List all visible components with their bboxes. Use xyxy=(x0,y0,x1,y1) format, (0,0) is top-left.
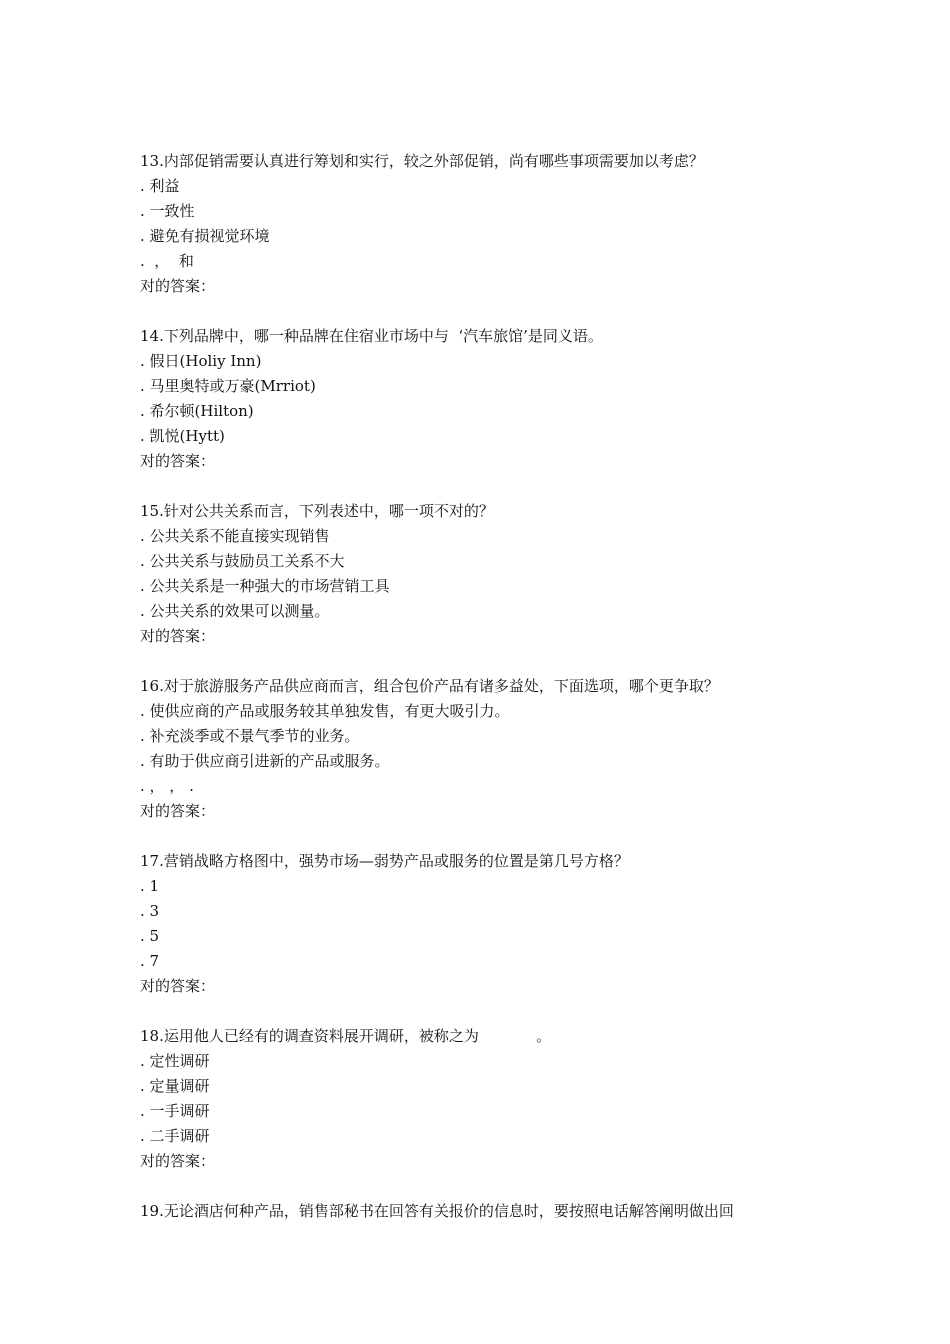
question-block xyxy=(140,499,840,649)
question-stem: 19.无论酒店何种产品，销售部秘书在回答有关报价的信息时，要按照电话解答阐明做出回 xyxy=(140,1202,734,1220)
option-a: . 公共关系不能直接实现销售 xyxy=(140,527,330,545)
spacer xyxy=(140,1174,840,1199)
spacer xyxy=(140,824,840,849)
option-d: . 二手调研 xyxy=(140,1127,210,1145)
option-b: . 公共关系与鼓励员工关系不大 xyxy=(140,552,345,570)
answer-label: 对的答案： xyxy=(140,977,216,995)
question-block xyxy=(140,849,840,999)
option-b: . 3 xyxy=(140,902,160,920)
question-block xyxy=(140,149,840,299)
question-stem: 18.运用他人已经有的调查资料展开调研，被称之为 。 xyxy=(140,1027,552,1045)
answer-label: 对的答案： xyxy=(140,1152,216,1170)
option-c: . 5 xyxy=(140,927,160,945)
option-d: . ， ， . xyxy=(140,777,194,795)
answer-label: 对的答案： xyxy=(140,452,216,470)
option-a: . 利益 xyxy=(140,177,180,195)
question-block xyxy=(140,324,840,474)
answer-label: 对的答案： xyxy=(140,802,216,820)
question-stem: 16.对于旅游服务产品供应商而言，组合包价产品有诸多益处，下面选项，哪个更争取？ xyxy=(140,677,719,695)
spacer xyxy=(140,299,840,324)
option-a: . 定性调研 xyxy=(140,1052,210,1070)
option-c: . 避免有损视觉环境 xyxy=(140,227,270,245)
option-a: . 假日(Holiy Inn) xyxy=(140,352,262,370)
question-stem: 15.针对公共关系而言，下列表述中，哪一项不对的？ xyxy=(140,502,494,520)
spacer xyxy=(140,999,840,1024)
option-b: . 定量调研 xyxy=(140,1077,210,1095)
answer-label: 对的答案： xyxy=(140,627,216,645)
option-c: . 有助于供应商引进新的产品或服务。 xyxy=(140,752,390,770)
option-d: . 凯悦(Hytt) xyxy=(140,427,225,445)
question-stem: 14.下列品牌中，哪一种品牌在住宿业市场中与 ‘汽车旅馆’是同义语。 xyxy=(140,327,603,345)
question-block xyxy=(140,674,840,824)
question-block xyxy=(140,1199,840,1224)
spacer xyxy=(140,649,840,674)
option-c: . 一手调研 xyxy=(140,1102,210,1120)
option-d: . 7 xyxy=(140,952,160,970)
option-c: . 公共关系是一种强大的市场营销工具 xyxy=(140,577,390,595)
option-a: . 使供应商的产品或服务较其单独发售，有更大吸引力。 xyxy=(140,702,510,720)
option-b: . 补充淡季或不景气季节的业务。 xyxy=(140,727,360,745)
question-block xyxy=(140,1024,840,1174)
option-b: . 马里奥特或万豪(Mrriot) xyxy=(140,377,316,395)
question-stem: 13.内部促销需要认真进行筹划和实行，较之外部促销，尚有哪些事项需要加以考虑？ xyxy=(140,152,704,170)
spacer xyxy=(140,474,840,499)
option-c: . 希尔顿(Hilton) xyxy=(140,402,254,420)
question-stem: 17.营销战略方格图中，强势市场—弱势产品或服务的位置是第几号方格？ xyxy=(140,852,629,870)
option-d: . 公共关系的效果可以测量。 xyxy=(140,602,330,620)
option-d: . ， 和 xyxy=(140,252,194,270)
option-a: . 1 xyxy=(140,877,160,895)
document-body xyxy=(140,149,840,1224)
answer-label: 对的答案： xyxy=(140,277,216,295)
option-b: . 一致性 xyxy=(140,202,195,220)
